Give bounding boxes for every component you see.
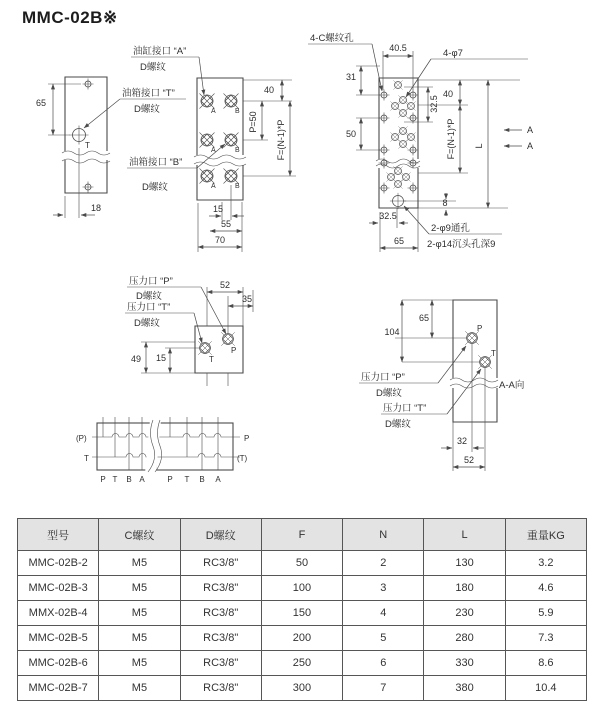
dim-32-5-bottom: 32.5 [379, 211, 397, 221]
cell-f: 50 [261, 551, 342, 576]
spec-table-header-row [18, 519, 587, 551]
dim-70: 70 [214, 235, 226, 245]
cell-f: 200 [261, 626, 342, 651]
dim-15: 15 [155, 353, 167, 363]
col-header-d-thread: D螺纹 [180, 519, 261, 551]
port-col-label: B [126, 475, 132, 484]
cell-l: 230 [424, 601, 505, 626]
cell-n: 5 [343, 626, 424, 651]
cell-f: 100 [261, 576, 342, 601]
cell-weight: 3.2 [505, 551, 586, 576]
dim-50: 50 [345, 129, 357, 139]
dim-52: 52 [219, 280, 231, 290]
cell-n: 4 [343, 601, 424, 626]
line-label-p-left: (P) [76, 434, 87, 443]
line-label-t-right: (T) [237, 454, 248, 463]
callout-port-b: 油箱接口 “B” [129, 157, 183, 168]
table-row [18, 601, 587, 626]
cell-f: 250 [261, 651, 342, 676]
port-col-label: T [112, 475, 118, 484]
dim-32-5: 32.5 [429, 95, 439, 113]
cell-l: 380 [424, 676, 505, 701]
cell-l: 130 [424, 551, 505, 576]
cell-weight: 5.9 [505, 601, 586, 626]
view-pt-end [125, 275, 253, 386]
cell-d-thread: RC3/8" [180, 601, 261, 626]
cell-model: MMC-02B-6 [18, 651, 99, 676]
cell-f: 300 [261, 676, 342, 701]
callout-through-hole: 2-φ9通孔 [431, 223, 470, 234]
table-row [18, 576, 587, 601]
dim-f: F=(N-1)*P [276, 119, 286, 161]
callout-counterbore: 2-φ14沉头孔深9 [427, 239, 496, 250]
spec-table [17, 518, 587, 701]
callout-port-t-thread: D螺纹 [134, 104, 160, 115]
section-arrow-a: A [527, 141, 534, 151]
cell-l: 330 [424, 651, 505, 676]
dim-f: F=(N-1)*P [446, 118, 456, 160]
dim-55: 55 [220, 219, 232, 229]
callout-pressure-p-thread: D螺纹 [136, 291, 162, 302]
cell-weight: 4.6 [505, 576, 586, 601]
cell-d-thread: RC3/8" [180, 551, 261, 576]
callout-pressure-p-thread: D螺纹 [376, 388, 402, 399]
cell-d-thread: RC3/8" [180, 626, 261, 651]
port-col-label: A [215, 475, 221, 484]
hole-label-b: B [235, 183, 240, 190]
cell-f: 150 [261, 601, 342, 626]
section-label-aa: A-A向 [499, 380, 525, 391]
cell-l: 280 [424, 626, 505, 651]
cell-weight: 10.4 [505, 676, 586, 701]
table-row [18, 551, 587, 576]
cell-d-thread: RC3/8" [180, 676, 261, 701]
cell-model: MMC-02B-7 [18, 676, 99, 701]
cell-n: 6 [343, 651, 424, 676]
port-col-label: A [139, 475, 145, 484]
port-t-label: T [491, 349, 496, 358]
hole-label-a: A [211, 147, 216, 154]
cell-weight: 8.6 [505, 651, 586, 676]
callout-pressure-t-thread: D螺纹 [134, 318, 160, 329]
col-header-c-thread: C螺纹 [99, 519, 180, 551]
port-p-hole [465, 331, 479, 345]
cell-model: MMC-02B-3 [18, 576, 99, 601]
callout-4-phi7: 4-φ7 [443, 48, 463, 59]
port-col-label: B [199, 475, 205, 484]
dim-15: 15 [212, 204, 224, 214]
port-t-hole [198, 341, 212, 355]
cell-d-thread: RC3/8" [180, 651, 261, 676]
view-front [194, 78, 296, 252]
port-p-label: P [477, 324, 483, 333]
view-channel-schematic [76, 417, 249, 484]
hole-label-a: A [211, 183, 216, 190]
callout-port-t: 油箱接口 “T” [122, 88, 175, 99]
mount-hole [83, 182, 94, 193]
dim-p50: P=50 [248, 111, 258, 133]
port-p-label: P [231, 346, 237, 355]
cell-l: 180 [424, 576, 505, 601]
dim-35: 35 [241, 294, 253, 304]
dim-104: 104 [384, 327, 400, 337]
dim-65: 65 [393, 236, 405, 246]
view-top-right [308, 32, 533, 252]
through-hole [390, 193, 406, 209]
page-title: MMC-02B※ [22, 8, 118, 27]
cell-c-thread: M5 [99, 576, 180, 601]
callout-pressure-p: 压力口 “P” [361, 372, 405, 383]
callout-port-a-thread: D螺纹 [140, 62, 166, 73]
callout-pressure-p: 压力口 “P” [129, 276, 173, 287]
callout-pressure-t: 压力口 “T” [383, 403, 427, 414]
cell-c-thread: M5 [99, 626, 180, 651]
table-row [18, 651, 587, 676]
cell-n: 3 [343, 576, 424, 601]
cell-model: MMC-02B-5 [18, 626, 99, 651]
col-header-weight: 重量KG [505, 519, 586, 551]
cell-model: MMC-02B-2 [18, 551, 99, 576]
dim-40-5: 40.5 [389, 43, 407, 53]
port-t-label: T [209, 355, 214, 364]
cell-n: 2 [343, 551, 424, 576]
cell-c-thread: M5 [99, 676, 180, 701]
callout-port-b-thread: D螺纹 [142, 182, 168, 193]
hole-label-b: B [235, 108, 240, 115]
hole-label-a: A [211, 108, 216, 115]
col-header-n: N [343, 519, 424, 551]
port-col-label: P [100, 475, 106, 484]
dim-32: 32 [456, 436, 468, 446]
port-col-label: T [184, 475, 190, 484]
dim-40: 40 [263, 85, 275, 95]
cell-model: MMX-02B-4 [18, 601, 99, 626]
col-header-f: F [261, 519, 342, 551]
col-header-model: 型号 [18, 519, 99, 551]
dim-18: 18 [90, 203, 102, 213]
dim-52: 52 [463, 455, 475, 465]
cell-c-thread: M5 [99, 651, 180, 676]
port-t-label: T [85, 141, 90, 150]
callout-pressure-t-thread: D螺纹 [385, 419, 411, 430]
cell-c-thread: M5 [99, 551, 180, 576]
dim-40-right: 40 [442, 89, 453, 99]
cell-n: 7 [343, 676, 424, 701]
dim-l: L [474, 143, 484, 149]
line-label-t-left: T [84, 454, 89, 463]
callout-port-a: 油缸接口 “A” [133, 46, 187, 57]
hole-label-b: B [235, 147, 240, 154]
dim-49: 49 [130, 354, 142, 364]
view-section-aa [359, 300, 524, 471]
cell-d-thread: RC3/8" [180, 576, 261, 601]
dim-8: 8 [442, 198, 448, 208]
callout-c-thread-holes: 4-C螺纹孔 [310, 33, 354, 44]
mount-hole [83, 79, 94, 90]
callout-pressure-t: 压力口 “T” [127, 302, 171, 313]
section-arrow-a: A [527, 125, 534, 135]
dim-65: 65 [418, 313, 430, 323]
table-row [18, 626, 587, 651]
dim-31: 31 [345, 72, 357, 82]
cell-weight: 7.3 [505, 626, 586, 651]
port-p-hole [221, 332, 235, 346]
line-label-p-right: P [244, 434, 250, 443]
table-row [18, 676, 587, 701]
dim-65: 65 [35, 98, 47, 108]
col-header-l: L [424, 519, 505, 551]
port-col-label: P [167, 475, 173, 484]
cell-c-thread: M5 [99, 601, 180, 626]
port-t-hole [478, 355, 492, 369]
